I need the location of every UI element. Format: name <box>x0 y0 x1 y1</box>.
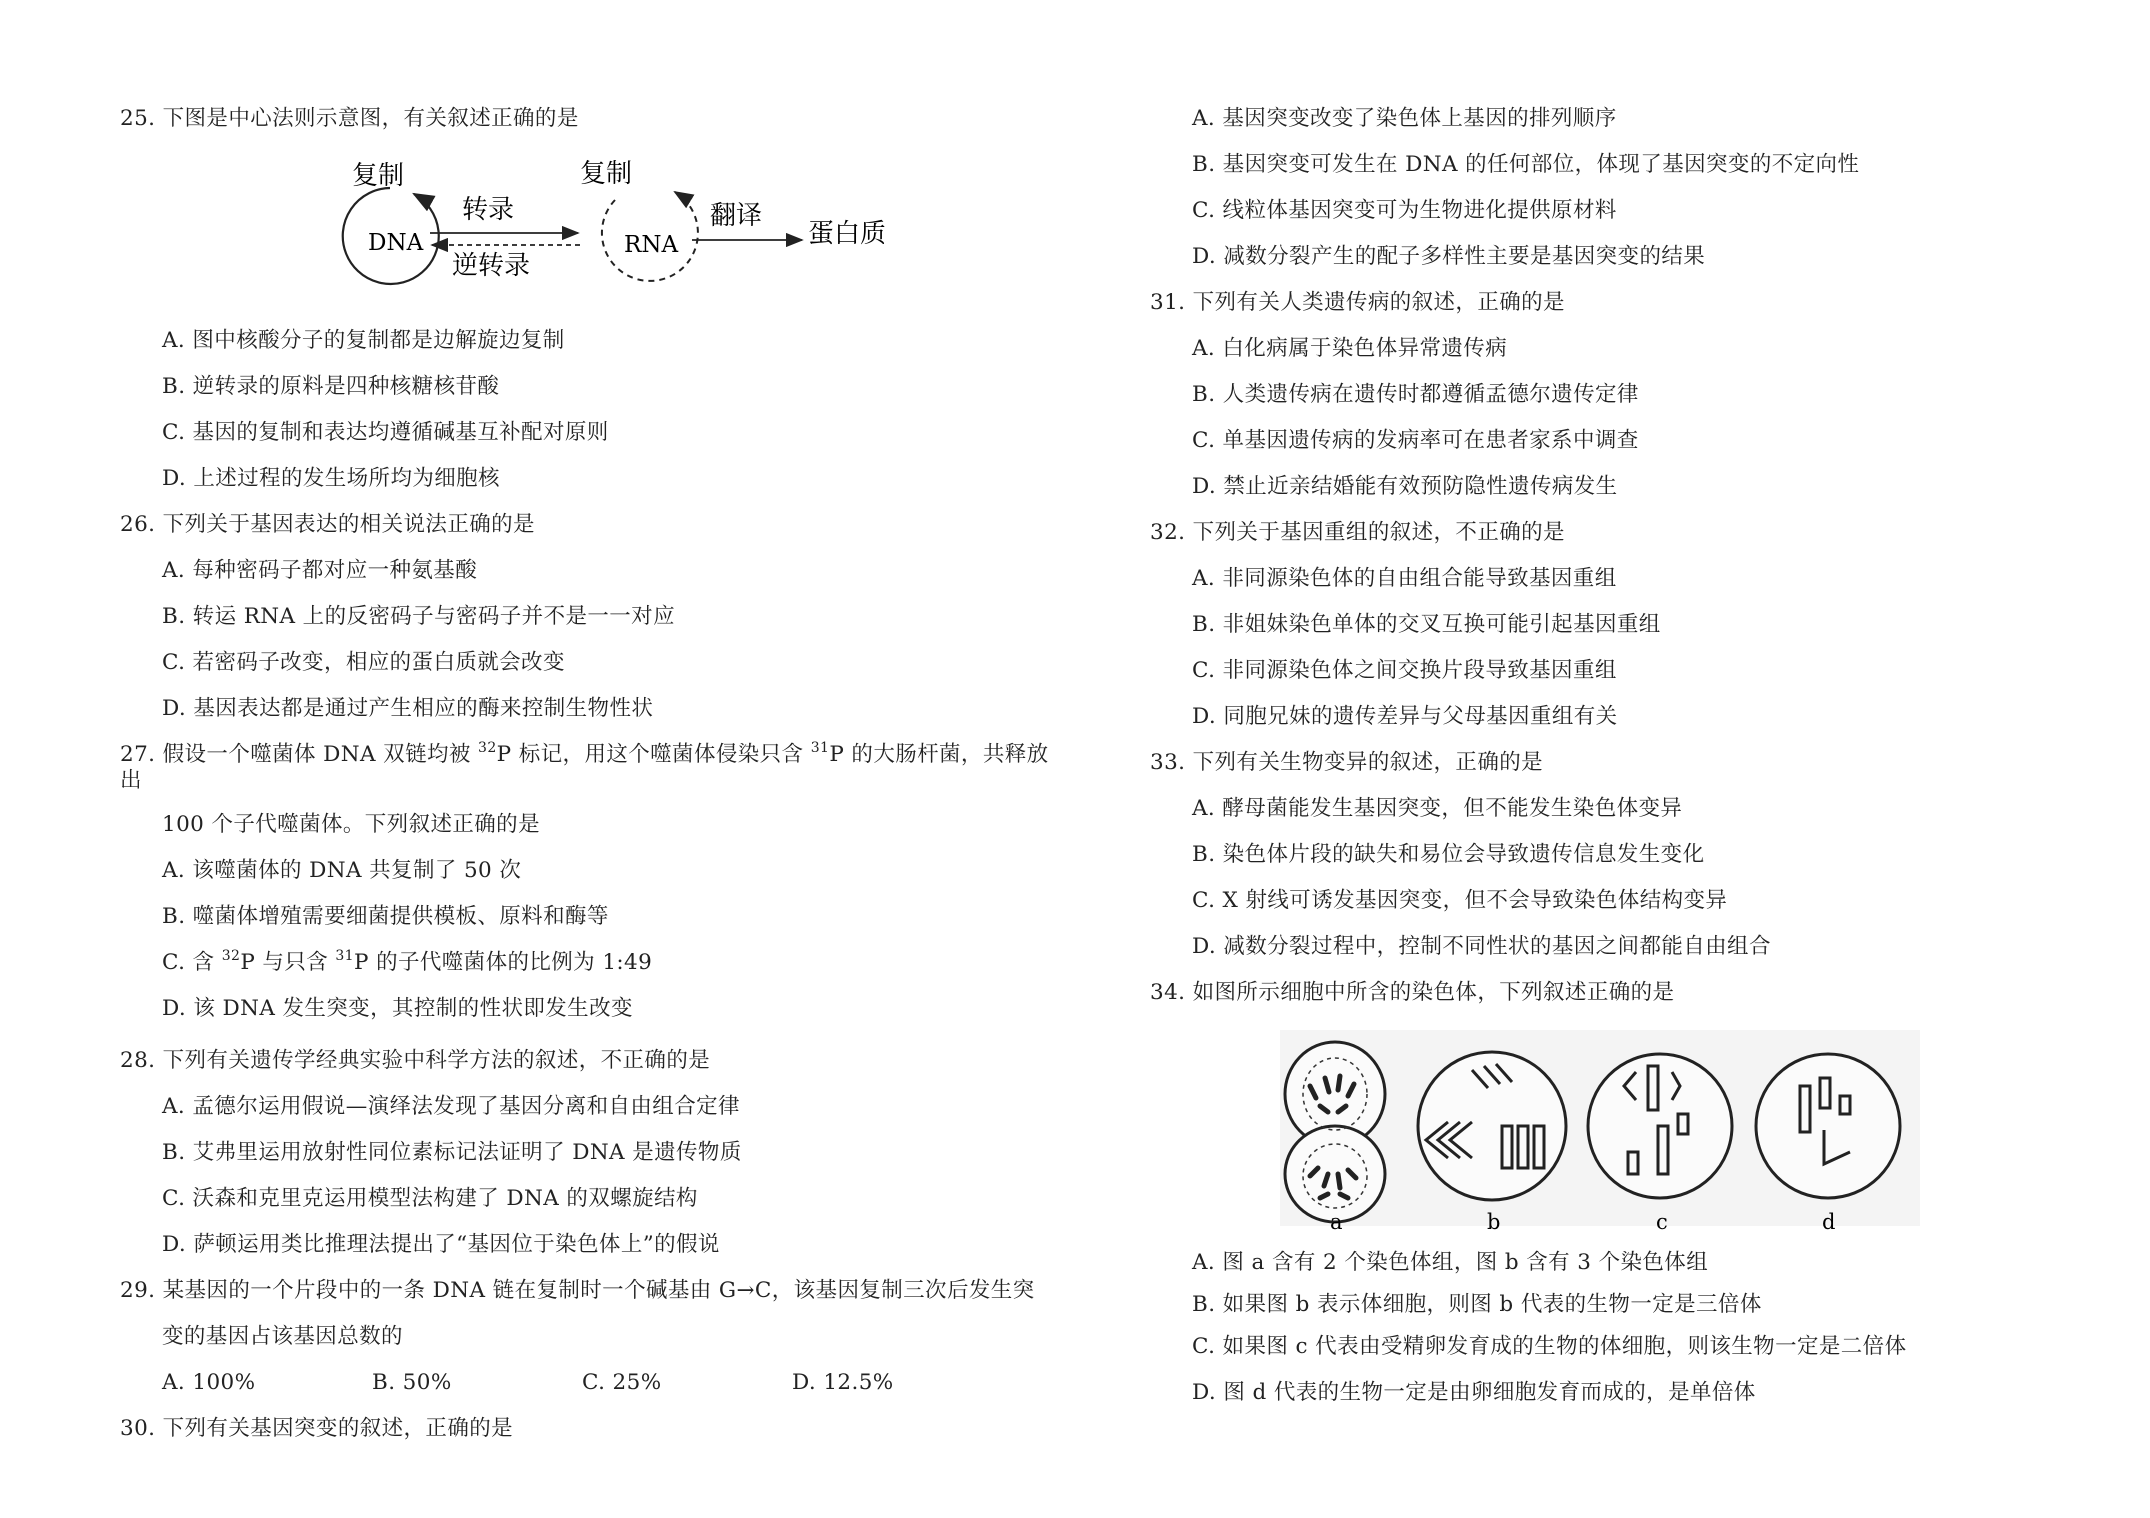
q31-option-c: C. 单基因遗传病的发病率可在患者家系中调查 <box>1192 428 1639 453</box>
q28-option-a: A. 孟德尔运用假说—演绎法发现了基因分离和自由组合定律 <box>162 1094 740 1119</box>
label-a: a <box>1330 1210 1343 1234</box>
q30-stem: 30. 下列有关基因突变的叙述，正确的是 <box>120 1416 514 1441</box>
replication-label-dna: 复制 <box>352 161 405 191</box>
q27-option-a: A. 该噬菌体的 DNA 共复制了 50 次 <box>162 858 522 883</box>
q34-option-c: C. 如果图 c 代表由受精卵发育成的生物的体细胞，则该生物一定是二倍体 <box>1192 1334 1907 1359</box>
q32-option-c: C. 非同源染色体之间交换片段导致基因重组 <box>1192 658 1617 683</box>
q31-option-d: D. 禁止近亲结婚能有效预防隐性遗传病发生 <box>1192 474 1618 499</box>
q29-option-d: D. 12.5% <box>792 1370 894 1395</box>
q29-stem: 29. 某基因的一个片段中的一条 DNA 链在复制时一个碱基由 G→C，该基因复制三次后发生突 <box>120 1278 1035 1303</box>
reverse-transcription-label: 逆转录 <box>452 251 531 281</box>
translation-label: 翻译 <box>710 201 763 231</box>
q29-option-a: A. 100% <box>162 1370 256 1395</box>
q30-option-a: A. 基因突变改变了染色体上基因的排列顺序 <box>1192 106 1617 131</box>
label-c: c <box>1656 1210 1668 1234</box>
q26-stem: 26. 下列关于基因表达的相关说法正确的是 <box>120 512 535 537</box>
q28-option-b: B. 艾弗里运用放射性同位素标记法证明了 DNA 是遗传物质 <box>162 1140 742 1165</box>
dna-node: DNA <box>368 230 424 256</box>
q26-option-d: D. 基因表达都是通过产生相应的酶来控制生物性状 <box>162 696 654 721</box>
q25-option-d: D. 上述过程的发生场所均为细胞核 <box>162 466 500 491</box>
q33-option-c: C. X 射线可诱发基因突变，但不会导致染色体结构变异 <box>1192 888 1728 913</box>
q31-stem: 31. 下列有关人类遗传病的叙述，正确的是 <box>1150 290 1565 315</box>
protein-node: 蛋白质 <box>808 219 887 249</box>
q27-option-d: D. 该 DNA 发生突变，其控制的性状即发生改变 <box>162 996 633 1021</box>
q27-stem-wrap: 出 <box>120 768 142 793</box>
rna-node: RNA <box>624 232 679 258</box>
cell-a <box>1285 1042 1385 1234</box>
q29-stem-continuation: 变的基因占该基因总数的 <box>162 1324 403 1349</box>
q31-option-b: B. 人类遗传病在遗传时都遵循孟德尔遗传定律 <box>1192 382 1639 407</box>
q30-option-d: D. 减数分裂产生的配子多样性主要是基因突变的结果 <box>1192 244 1706 269</box>
chromosome-cells-figure <box>1280 1026 1920 1236</box>
q34-option-a: A. 图 a 含有 2 个染色体组，图 b 含有 3 个染色体组 <box>1192 1250 1709 1275</box>
q32-stem: 32. 下列关于基因重组的叙述，不正确的是 <box>1150 520 1565 545</box>
q32-option-a: A. 非同源染色体的自由组合能导致基因重组 <box>1192 566 1617 591</box>
q31-option-a: A. 白化病属于染色体异常遗传病 <box>1192 336 1508 361</box>
q26-option-b: B. 转运 RNA 上的反密码子与密码子并不是一一对应 <box>162 604 675 629</box>
q33-option-b: B. 染色体片段的缺失和易位会导致遗传信息发生变化 <box>1192 842 1705 867</box>
q25-option-c: C. 基因的复制和表达均遵循碱基互补配对原则 <box>162 420 609 445</box>
q26-option-a: A. 每种密码子都对应一种氨基酸 <box>162 558 478 583</box>
q28-option-d: D. 萨顿运用类比推理法提出了“基因位于染色体上”的假说 <box>162 1232 720 1257</box>
label-d: d <box>1822 1210 1836 1234</box>
q32-option-d: D. 同胞兄妹的遗传差异与父母基因重组有关 <box>1192 704 1618 729</box>
replication-label-rna: 复制 <box>580 159 633 189</box>
q33-option-d: D. 减数分裂过程中，控制不同性状的基因之间都能自由组合 <box>1192 934 1771 959</box>
q27-option-b: B. 噬菌体增殖需要细菌提供模板、原料和酶等 <box>162 904 609 929</box>
q33-stem: 33. 下列有关生物变异的叙述，正确的是 <box>1150 750 1544 775</box>
q34-stem: 34. 如图所示细胞中所含的染色体，下列叙述正确的是 <box>1150 980 1675 1005</box>
transcription-label: 转录 <box>462 195 515 225</box>
q27-stem-continuation: 100 个子代噬菌体。下列叙述正确的是 <box>162 812 540 837</box>
q30-option-b: B. 基因突变可发生在 DNA 的任何部位，体现了基因突变的不定向性 <box>1192 152 1860 177</box>
q25-stem: 25. 下图是中心法则示意图，有关叙述正确的是 <box>120 106 579 131</box>
q34-option-b: B. 如果图 b 表示体细胞，则图 b 代表的生物一定是三倍体 <box>1192 1292 1762 1317</box>
q29-options <box>162 1368 1002 1398</box>
q25-option-a: A. 图中核酸分子的复制都是边解旋边复制 <box>162 328 565 353</box>
q30-option-c: C. 线粒体基因突变可为生物进化提供原材料 <box>1192 198 1617 223</box>
q26-option-c: C. 若密码子改变，相应的蛋白质就会改变 <box>162 650 565 675</box>
q29-option-c: C. 25% <box>582 1370 662 1395</box>
q32-option-b: B. 非姐妹染色单体的交叉互换可能引起基因重组 <box>1192 612 1661 637</box>
q27-stem: 27. 假设一个噬菌体 DNA 双链均被 $^{32}$P 标记，用这个噬菌体侵染只含 $^{31}$P 的大肠杆菌，共释放 <box>120 740 1049 767</box>
q28-stem: 28. 下列有关遗传学经典实验中科学方法的叙述，不正确的是 <box>120 1048 711 1073</box>
q29-option-b: B. 50% <box>372 1370 452 1395</box>
q27-option-c: C. 含 $^{32}$P 与只含 $^{31}$P 的子代噬菌体的比例为 1:49 <box>162 948 653 975</box>
q33-option-a: A. 酵母菌能发生基因突变，但不能发生染色体变异 <box>1192 796 1683 821</box>
q34-option-d: D. 图 d 代表的生物一定是由卵细胞发育而成的，是单倍体 <box>1192 1380 1756 1405</box>
q25-option-b: B. 逆转录的原料是四种核糖核苷酸 <box>162 374 500 399</box>
label-b: b <box>1487 1210 1501 1234</box>
q28-option-c: C. 沃森和克里克运用模型法构建了 DNA 的双螺旋结构 <box>162 1186 698 1211</box>
central-dogma-diagram <box>330 148 1030 298</box>
